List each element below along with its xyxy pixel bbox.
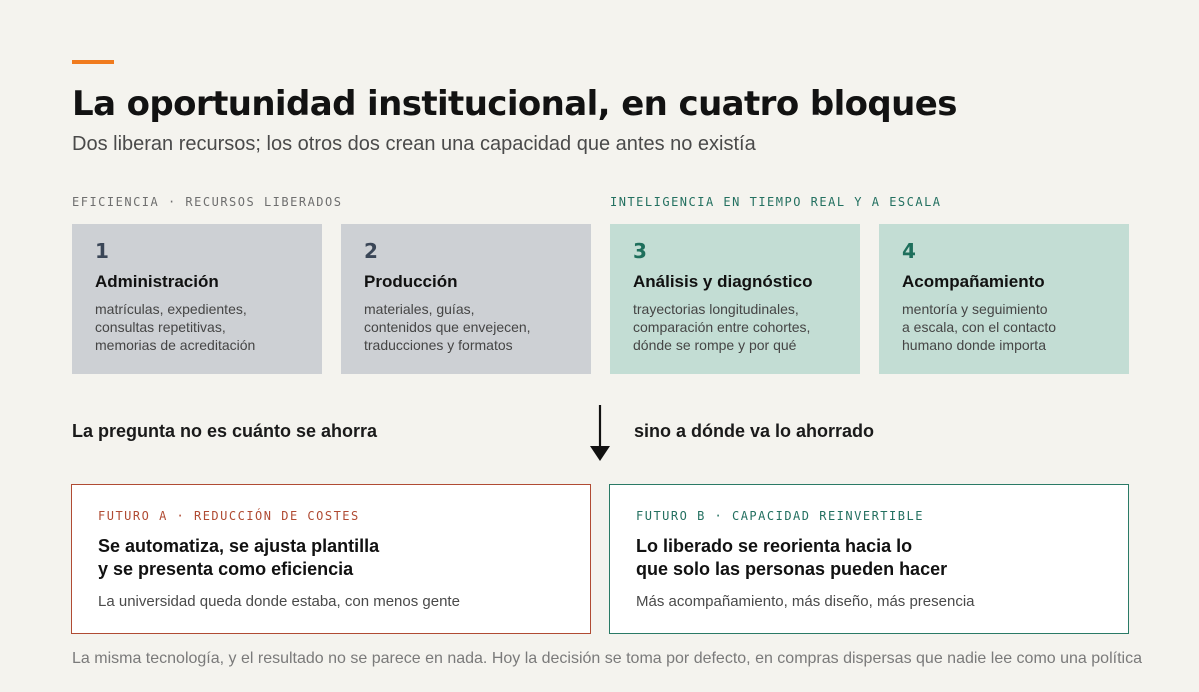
future-heading-line: y se presenta como eficiencia xyxy=(98,559,354,579)
future-heading-line: Lo liberado se reorienta hacia lo xyxy=(636,536,913,556)
block-description xyxy=(95,300,299,354)
future-label: FUTURO B · CAPACIDAD REINVERTIBLE xyxy=(636,509,924,523)
block-description-line: traducciones y formatos xyxy=(364,337,513,353)
block-card-acompanamiento xyxy=(879,224,1129,374)
block-title: Administración xyxy=(95,272,219,291)
block-description-line: humano donde importa xyxy=(902,337,1046,353)
arrow-down-icon xyxy=(589,404,611,462)
block-description-line: materiales, guías, xyxy=(364,301,475,317)
block-description-line: contenidos que envejecen, xyxy=(364,319,531,335)
page-title: La oportunidad institucional, en cuatro bloques xyxy=(72,84,957,124)
block-description-line: a escala, con el contacto xyxy=(902,319,1057,335)
accent-bar xyxy=(72,60,114,64)
block-description-line: mentoría y seguimiento xyxy=(902,301,1048,317)
block-number: 1 xyxy=(95,239,109,263)
block-title: Acompañamiento xyxy=(902,272,1045,291)
future-heading-line: que solo las personas pueden hacer xyxy=(636,559,948,579)
block-description-line: memorias de acreditación xyxy=(95,337,256,353)
block-description-line: consultas repetitivas, xyxy=(95,319,226,335)
block-description xyxy=(364,300,568,354)
block-title: Producción xyxy=(364,272,458,291)
question-right: sino a dónde va lo ahorrado xyxy=(634,421,875,441)
group-label-intelligence: INTELIGENCIA EN TIEMPO REAL Y A ESCALA xyxy=(610,195,942,209)
future-b-panel xyxy=(609,484,1129,634)
future-heading xyxy=(636,535,1102,581)
block-card-produccion xyxy=(341,224,591,374)
question-left: La pregunta no es cuánto se ahorra xyxy=(72,421,378,441)
block-card-analisis xyxy=(610,224,860,374)
block-description-line: dónde se rompe y por qué xyxy=(633,337,797,353)
page-subtitle: Dos liberan recursos; los otros dos crean una capacidad que antes no existía xyxy=(72,133,756,155)
block-description-line: matrículas, expedientes, xyxy=(95,301,247,317)
future-subtext: La universidad queda donde estaba, con menos gente xyxy=(98,593,460,610)
block-number: 2 xyxy=(364,239,378,263)
block-description-line: trayectorias longitudinales, xyxy=(633,301,799,317)
future-label: FUTURO A · REDUCCIÓN DE COSTES xyxy=(98,509,360,523)
block-description xyxy=(633,300,837,354)
future-heading xyxy=(98,535,564,581)
footer-note: La misma tecnología, y el resultado no se parece en nada. Hoy la decisión se toma por defecto, en compras dispersas que nadie lee como una política xyxy=(72,650,1142,667)
future-subtext: Más acompañamiento, más diseño, más presencia xyxy=(636,593,975,610)
group-label-efficiency: EFICIENCIA · RECURSOS LIBERADOS xyxy=(72,195,343,209)
block-description xyxy=(902,300,1106,354)
future-heading-line: Se automatiza, se ajusta plantilla xyxy=(98,536,380,556)
block-number: 4 xyxy=(902,239,916,263)
block-card-administracion xyxy=(72,224,322,374)
block-number: 3 xyxy=(633,239,647,263)
block-title: Análisis y diagnóstico xyxy=(633,272,813,291)
future-a-panel xyxy=(71,484,591,634)
block-description-line: comparación entre cohortes, xyxy=(633,319,811,335)
